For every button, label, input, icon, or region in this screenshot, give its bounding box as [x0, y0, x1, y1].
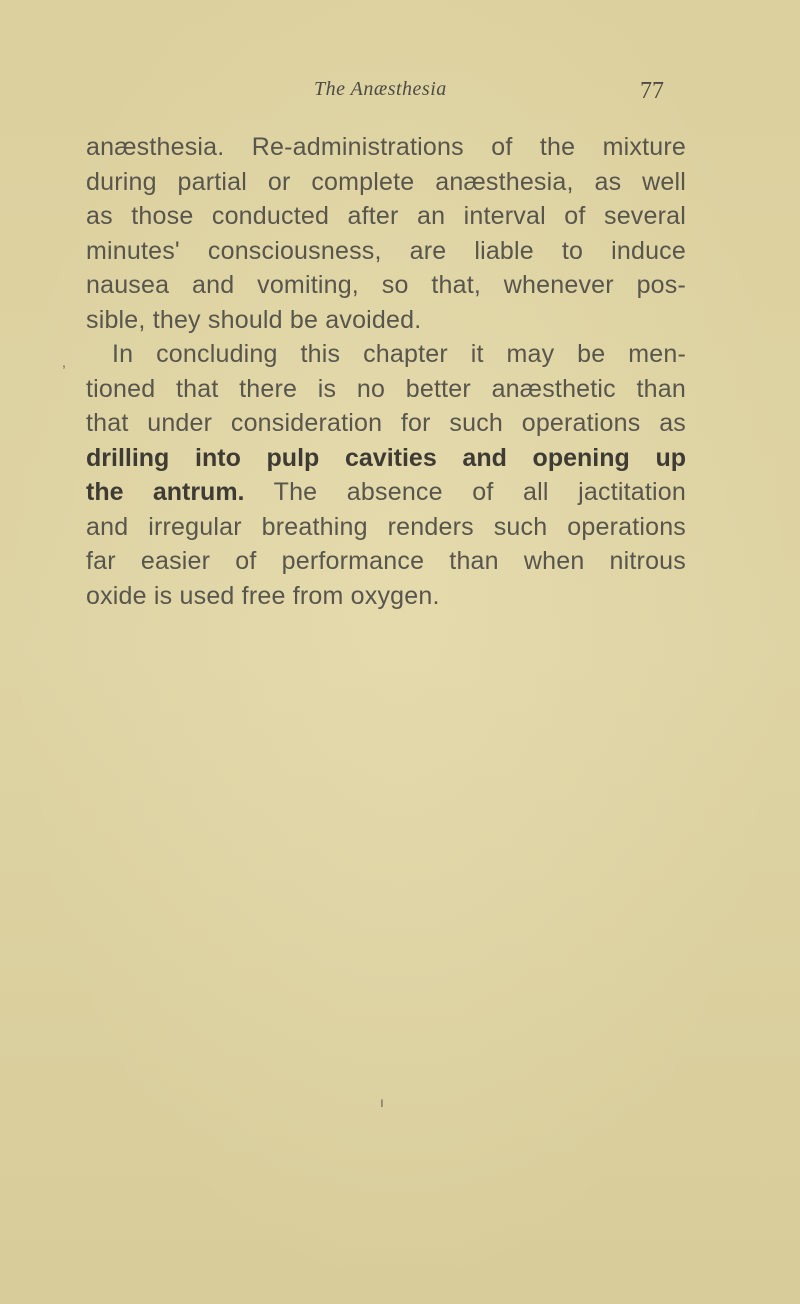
paper-speck: ı	[380, 1094, 384, 1110]
text-line: nausea and vomiting, so that, whenever pos-	[86, 271, 686, 299]
running-title: The Anæsthesia	[314, 78, 447, 100]
paragraph-start-line: In concluding this chapter it may be men-	[112, 340, 686, 368]
margin-mark: ,	[62, 354, 66, 370]
text-line: sible, they should be avoided.	[86, 305, 422, 334]
mixed-text-line	[86, 475, 686, 510]
text-line: as those conducted after an interval of several	[86, 202, 686, 230]
running-header	[0, 78, 800, 108]
text-line: minutes' consciousness, are liable to induce	[86, 236, 686, 265]
text-line: oxide is used free from oxygen.	[86, 581, 440, 610]
body-text	[86, 130, 686, 613]
regular-run: The absence of all jactitation	[244, 478, 686, 506]
page-number: 77	[640, 78, 664, 104]
text-line: during partial or complete anæsthesia, as well	[86, 167, 686, 196]
text-line: anæsthesia. Re-administrations of the mixture	[86, 133, 686, 161]
text-line: tioned that there is no better anæsthetic than	[86, 374, 686, 403]
text-line: far easier of performance than when nitrous	[86, 547, 686, 575]
bold-text-line: drilling into pulp cavities and opening up	[86, 443, 686, 472]
text-line: and irregular breathing renders such operations	[86, 512, 686, 541]
bold-run: the antrum.	[86, 478, 245, 506]
text-line: that under consideration for such operations as	[86, 409, 686, 437]
